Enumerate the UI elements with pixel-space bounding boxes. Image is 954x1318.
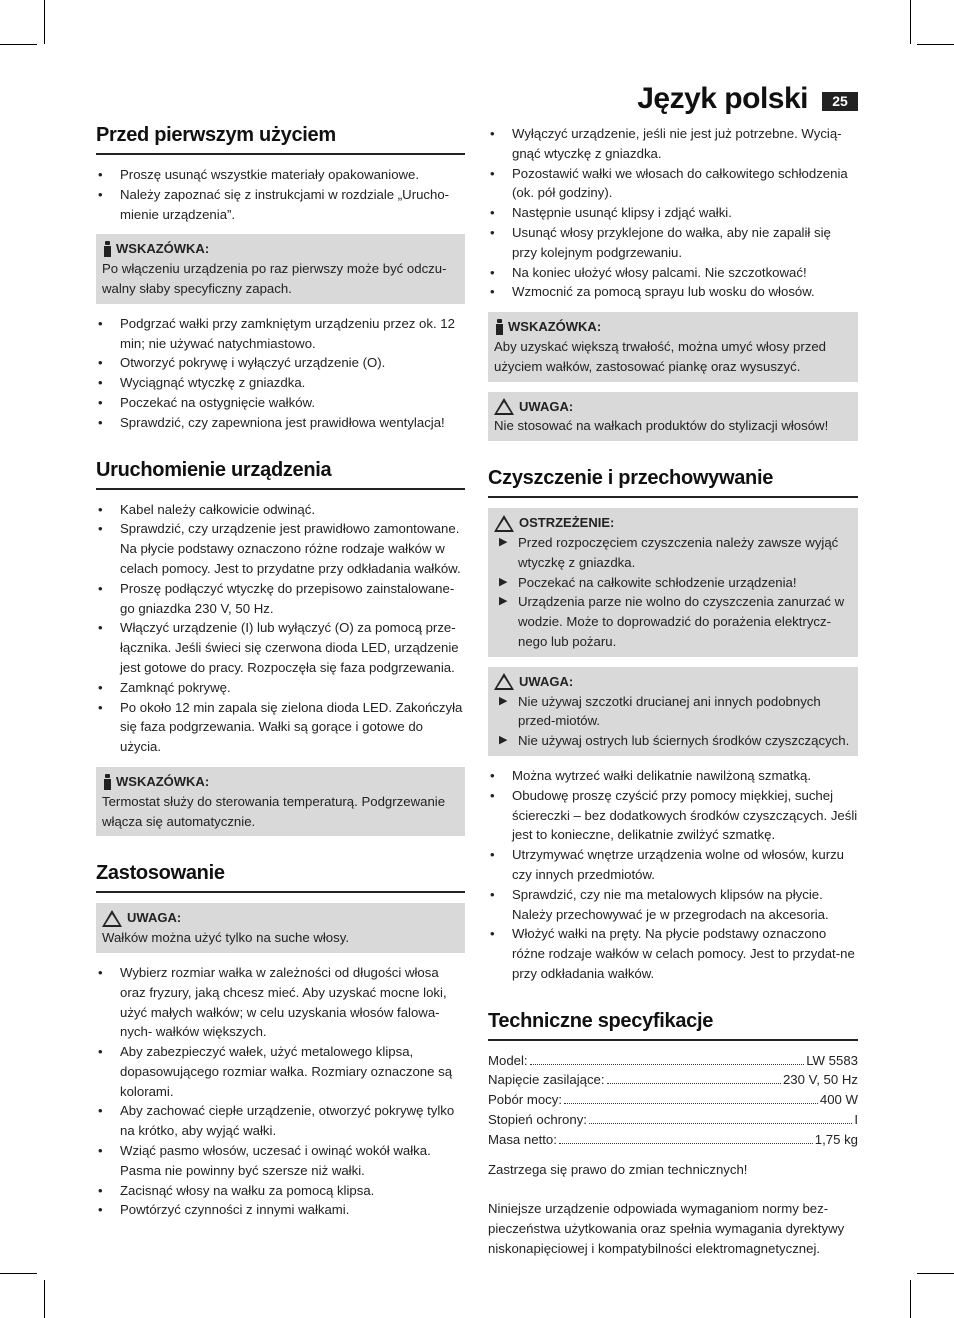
note-text: Aby uzyskać większą trwałość, można umyć włosy przed użyciem wałków, zastosować piankę oraz wysuszyć.: [494, 338, 826, 374]
list-item: • Wyciągnąć wtyczkę z gniazdka.: [96, 373, 465, 393]
info-icon: [102, 774, 112, 790]
section-heading: Przed pierwszym użyciem: [96, 118, 465, 155]
list-item: ▶ Przed rozpoczęciem czyszczenia należy zawsze wyjąć wtyczkę z gniazdka.: [494, 533, 852, 573]
page-number: 25: [822, 92, 858, 111]
note-label: WSKAZÓWKA:: [508, 319, 602, 335]
note-box: [488, 312, 858, 381]
list-item: • Włączyć urządzenie (I) lub wyłączyć (O) za pomocą prze-łącznika. Jeśli świeci się czerwona dioda LED, urządzenie jest gotowe do pracy. Rozpoczęła się faza podgrzewania.: [96, 618, 465, 677]
note-label: WSKAZÓWKA:: [116, 241, 210, 257]
list-item: • Powtórzyć czynności z innymi wałkami.: [96, 1200, 465, 1220]
page-title: Język polski: [637, 82, 808, 115]
warning-icon: [102, 910, 122, 927]
warning-text: Wałków można użyć tylko na suche włosy.: [102, 930, 349, 946]
spec-row: [488, 1090, 858, 1110]
section-heading: Techniczne specyfikacje: [488, 1004, 858, 1041]
list-item: • Kabel należy całkowicie odwinąć.: [96, 500, 465, 520]
note-text: Termostat służy do sterowania temperaturą. Podgrzewanie włącza się automatycznie.: [102, 793, 446, 829]
list-item: • Proszę podłączyć wtyczkę do przepisowo zainstalowane-go gniazdka 230 V, 50 Hz.: [96, 579, 465, 619]
crop-mark: [910, 1280, 911, 1318]
list-item: • Aby zachować ciepłe urządzenie, otworzyć pokrywę tylko na krótko, aby wyjąć wałki.: [96, 1101, 465, 1141]
list-item: • Sprawdzić, czy nie ma metalowych klipsów na płycie. Należy przechowywać je w przegrodach na akcesoria.: [488, 885, 858, 925]
list-item: • Na koniec ułożyć włosy palcami. Nie szczotkować!: [488, 263, 858, 283]
list-item: • Proszę usunąć wszystkie materiały opakowaniowe.: [96, 165, 465, 185]
list-item: • Włożyć wałki na pręty. Na płycie podstawy oznaczono różne rodzaje wałków w celach pomocy. Jest to przydat-ne przy odkładania wałków.: [488, 924, 858, 983]
crop-mark: [44, 0, 45, 44]
list-item: ▶ Poczekać na całkowite schłodzenie urządzenia!: [494, 573, 852, 593]
disclaimer-text: Zastrzega się prawo do zmian technicznych!: [488, 1161, 748, 1177]
spec-row: [488, 1070, 858, 1090]
spec-label: Masa netto:: [488, 1131, 557, 1147]
list-item: • Wybierz rozmiar wałka w zależności od długości włosa oraz fryzury, jaką chcesz mieć. Aby uzyskać mocne loki, użyć małych wałków; w celu uzyskania włosów falowa-nych- wałków większych.: [96, 963, 465, 1042]
bullet-list: [96, 314, 465, 433]
warning-label: UWAGA:: [127, 910, 182, 926]
warning-icon: [494, 515, 514, 532]
left-column: [96, 118, 465, 1220]
section-heading: Zastosowanie: [96, 856, 465, 893]
list-item: • Obudowę proszę czyścić przy pomocy miękkiej, suchej ściereczki – bez dodatkowych środków czyszczących. Jeśli jest to konieczne, delikatnie zwilżyć szmatkę.: [488, 786, 858, 845]
note-text: Po włączeniu urządzenia po raz pierwszy może być odczu-walny słaby specyficzny zapach.: [102, 261, 447, 296]
spec-value: LW 5583: [806, 1052, 858, 1068]
danger-label: OSTRZEŻENIE:: [519, 515, 615, 531]
warning-text: Nie stosować na wałkach produktów do stylizacji włosów!: [494, 418, 829, 434]
warning-label: UWAGA:: [519, 398, 574, 414]
list-item: • Należy zapoznać się z instrukcjami w rozdziale „Urucho-mienie urządzenia”.: [96, 185, 465, 225]
bullet-list: [96, 963, 465, 1220]
list-item: • Utrzymywać wnętrze urządzenia wolne od włosów, kurzu czy innych przedmiotów.: [488, 845, 858, 885]
list-item: • Otworzyć pokrywę i wyłączyć urządzenie (O).: [96, 353, 465, 373]
crop-mark: [0, 44, 37, 45]
spec-value: 400 W: [819, 1092, 858, 1108]
info-icon: [102, 241, 112, 257]
warning-box: [96, 903, 465, 953]
spec-row: [488, 1051, 858, 1071]
bullet-list: [96, 165, 465, 224]
list-item: • Wzmocnić za pomocą sprayu lub wosku do włosów.: [488, 282, 858, 302]
list-item: • Następnie usunąć klipsy i zdjąć wałki.: [488, 203, 858, 223]
list-item: ▶ Nie używaj szczotki drucianej ani innych podobnych przed-miotów.: [494, 692, 852, 732]
spec-row: [488, 1130, 858, 1150]
right-column: [488, 124, 858, 1259]
crop-mark: [917, 44, 954, 45]
list-item: • Aby zabezpieczyć wałek, użyć metalowego klipsa, dopasowującego rozmiar wałka. Rozmiary oznaczone są kolorami.: [96, 1042, 465, 1101]
crop-mark: [0, 1273, 37, 1274]
crop-mark: [910, 0, 911, 44]
note-label: WSKAZÓWKA:: [116, 773, 210, 789]
spec-label: Napięcie zasilające:: [488, 1072, 605, 1088]
spec-row: [488, 1110, 858, 1130]
spec-value: 1,75 kg: [814, 1131, 858, 1147]
spec-value: 230 V, 50 Hz: [782, 1072, 858, 1088]
list-item: • Wziąć pasmo włosów, uczesać i owinąć wokół wałka. Pasma nie powinny być szersze niż wałki.: [96, 1141, 465, 1181]
arrow-list: [494, 692, 852, 751]
list-item: • Sprawdzić, czy zapewniona jest prawidłowa wentylacja!: [96, 413, 465, 433]
warning-icon: [494, 398, 514, 415]
bullet-list: [488, 124, 858, 302]
note-box: [96, 234, 465, 303]
warning-box: [488, 667, 858, 756]
spec-label: Model:: [488, 1052, 528, 1068]
spec-label: Stopień ochrony:: [488, 1112, 587, 1128]
list-item: • Można wytrzeć wałki delikatnie nawilżoną szmatką.: [488, 766, 858, 786]
note-box: [96, 767, 465, 836]
warning-label: UWAGA:: [519, 673, 574, 689]
warning-icon: [494, 673, 514, 690]
crop-mark: [44, 1280, 45, 1318]
list-item: • Poczekać na ostygnięcie wałków.: [96, 393, 465, 413]
bullet-list: [488, 766, 858, 984]
bullet-list: [96, 500, 465, 757]
warning-box: [488, 392, 858, 442]
list-item: • Sprawdzić, czy urządzenie jest prawidłowo zamontowane. Na płycie podstawy oznaczono różne rodzaje wałków w celach pomocy. Jest to przydatne przy odkładania wałków.: [96, 519, 465, 578]
list-item: ▶ Urządzenia parze nie wolno do czyszczenia zanurzać w wodzie. Może to doprowadzić do porażenia elektrycz-nego lub pożaru.: [494, 592, 852, 651]
list-item: • Podgrzać wałki przy zamkniętym urządzeniu przez ok. 12 min; nie używać natychmiastowo.: [96, 314, 465, 354]
list-item: ▶ Nie używaj ostrych lub ściernych środków czyszczących.: [494, 731, 852, 751]
danger-box: [488, 508, 858, 657]
spec-value: I: [854, 1112, 858, 1128]
list-item: • Wyłączyć urządzenie, jeśli nie jest już potrzebne. Wycią-gnąć wtyczkę z gniazdka.: [488, 124, 858, 164]
list-item: • Pozostawić wałki we włosach do całkowitego schłodzenia (ok. pół godziny).: [488, 164, 858, 204]
list-item: • Zamknąć pokrywę.: [96, 678, 465, 698]
list-item: • Usunąć włosy przyklejone do wałka, aby nie zapalił się przy kolejnym podgrzewaniu.: [488, 223, 858, 263]
crop-mark: [917, 1273, 954, 1274]
section-heading: Czyszczenie i przechowywanie: [488, 461, 858, 498]
spec-table: [488, 1051, 858, 1150]
spec-label: Pobór mocy:: [488, 1092, 563, 1108]
list-item: • Zacisnąć włosy na wałku za pomocą klipsa.: [96, 1181, 465, 1201]
arrow-list: [494, 533, 852, 652]
info-icon: [494, 319, 504, 335]
compliance-text: Niniejsze urządzenie odpowiada wymaganiom normy bez-pieczeństwa użytkowania oraz spełnia wymagania dyrektywy niskonapięciowej i kompatybilności elektromagnetycznej.: [488, 1201, 845, 1257]
list-item: • Po około 12 min zapala się zielona dioda LED. Zakończyła się faza podgrzewania. Wałki są gorące i gotowe do użycia.: [96, 698, 465, 757]
section-heading: Uruchomienie urządzenia: [96, 453, 465, 490]
